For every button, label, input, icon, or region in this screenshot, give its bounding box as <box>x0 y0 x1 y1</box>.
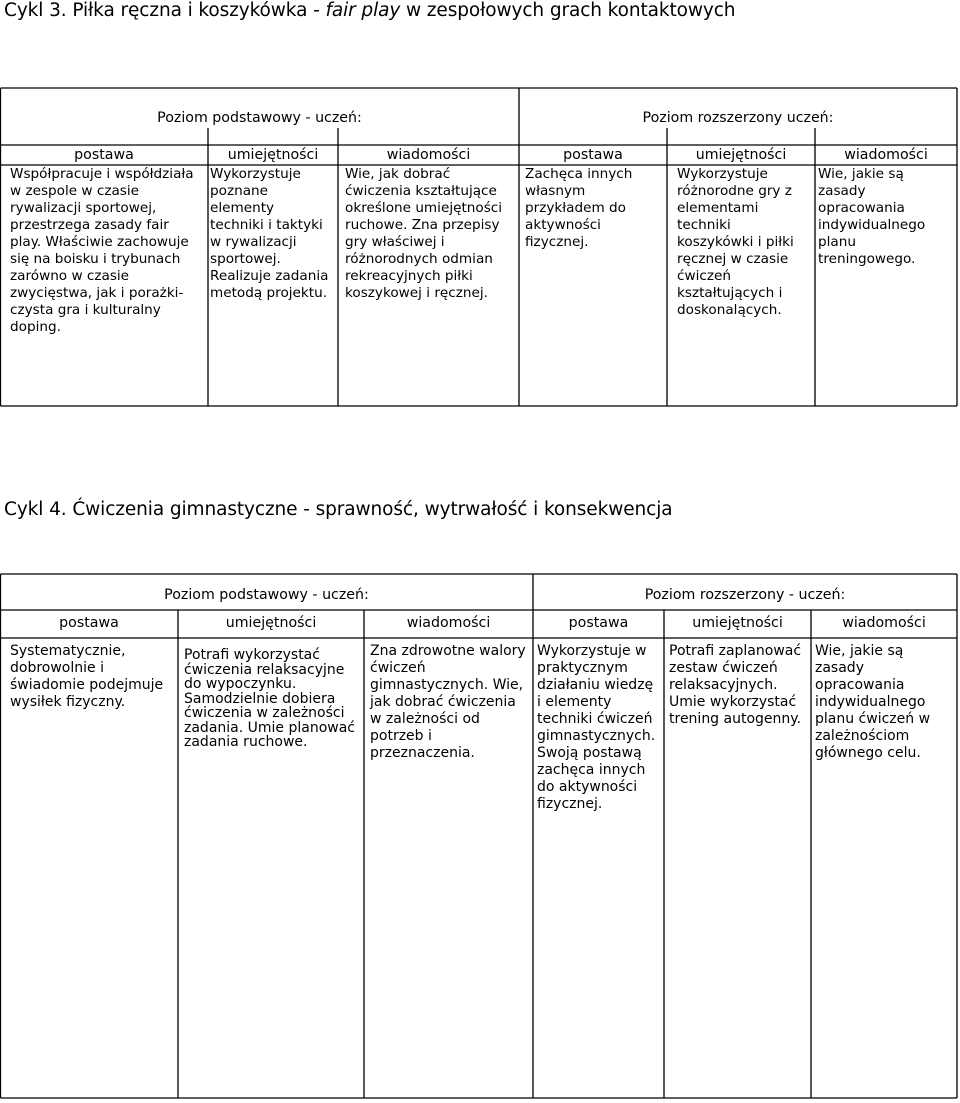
cycle3-extended-level-header: Poziom rozszerzony uczeń: <box>642 110 834 126</box>
cycle3-cell-umiejetnosci: Wykorzystuje poznane elementy techniki i taktyki w rywalizacji sportowej. Realizuje zadania metodą projektu. <box>210 166 329 301</box>
cycle4-column-header-postawa-extended: postawa <box>568 615 629 631</box>
cycle3-cell-wiadomosci-extended: Wie, jakie są zasady opracowania indywidualnego planu treningowego. <box>818 166 926 267</box>
cycle3-column-header-wiadomosci-extended: wiadomości <box>844 147 928 163</box>
cycle3-column-header-wiadomosci: wiadomości <box>386 147 471 163</box>
cycle4-cell-wiadomosci: Zna zdrowotne walory ćwiczeń gimnastycznych. Wie, jak dobrać ćwiczenia w zależności od potrzeb i przeznaczenia. <box>370 643 526 761</box>
cycle4-cell-umiejetnosci-extended: Potrafi zaplanować zestaw ćwiczeń relaksacyjnych. Umie wykorzystać trening autogenny. <box>669 643 802 727</box>
cycle3-column-header-umiejetnosci: umiejętności <box>227 147 319 163</box>
cycle4-extended-level-header: Poziom rozszerzony - uczeń: <box>644 587 846 603</box>
cycle3-cell-umiejetnosci-extended: Wykorzystuje różnorodne gry z elementami techniki koszykówki i piłki ręcznej w czasie ćwiczeń kształtujących i doskonalących. <box>677 166 794 318</box>
cycle4-column-header-umiejetnosci-extended: umiejętności <box>692 615 783 631</box>
cycle3-title-prefix: Cykl 3. Piłka ręczna i koszykówka - <box>4 0 326 21</box>
cycle3-column-header-postawa: postawa <box>74 147 134 163</box>
cycle4-cell-postawa: Systematycznie, dobrowolnie i świadomie podejmuje wysiłek fizyczny. <box>10 643 164 710</box>
cycle4-cell-umiejetnosci: Potrafi wykorzystać ćwiczenia relaksacyjne do wypoczynku. Samodzielnie dobiera ćwiczenia w zależności zadania. Umie planować zadania ruchowe. <box>184 647 355 750</box>
cycle3-cell-postawa-extended: Zachęca innych własnym przykładem do aktywności fizycznej. <box>525 166 633 250</box>
cycle4-heading: Cykl 4. Ćwiczenia gimnastyczne - sprawność, wytrwałość i konsekwencja <box>4 499 673 520</box>
cycle4-cell-wiadomosci-extended: Wie, jakie są zasady opracowania indywidualnego planu ćwiczeń w zależnościom głównego celu. <box>815 643 931 761</box>
cycle3-basic-level-header: Poziom podstawowy - uczeń: <box>157 110 362 126</box>
cycle3-heading <box>4 0 735 21</box>
cycle4-column-header-wiadomosci: wiadomości <box>406 615 491 631</box>
cycle4-column-header-umiejetnosci: umiejętności <box>225 615 317 631</box>
cycle3-title-highlight: fair play <box>325 0 401 21</box>
cycle4-cell-postawa-extended: Wykorzystuje w praktycznym działaniu wiedzę i elementy techniki ćwiczeń gimnastycznych. Swoją postawą zachęca innych do aktywności fizycznej. <box>537 643 656 812</box>
cycle4-column-header-postawa: postawa <box>59 615 119 631</box>
cycle4-column-header-wiadomosci-extended: wiadomości <box>842 615 926 631</box>
cycle3-cell-postawa: Współpracuje i współdziała w zespole w czasie rywalizacji sportowej, przestrzega zasady fair play. Właściwie zachowuje się na boisku i trybunach zarówno w czasie zwycięstwa, jak i porażki- czysta gra i kulturalny doping. <box>10 166 194 335</box>
cycle3-column-header-postawa-extended: postawa <box>563 147 623 163</box>
cycle3-cell-wiadomosci: Wie, jak dobrać ćwiczenia kształtujące określone umiejętności ruchowe. Zna przepisy gry właściwej i różnorodnych odmian rekreacyjnych piłki koszykowej i ręcznej. <box>345 166 503 301</box>
cycle3-column-header-umiejetnosci-extended: umiejętności <box>695 147 787 163</box>
cycle3-title-suffix: w zespołowych grach kontaktowych <box>400 0 736 21</box>
cycle4-basic-level-header: Poziom podstawowy - uczeń: <box>164 587 369 603</box>
